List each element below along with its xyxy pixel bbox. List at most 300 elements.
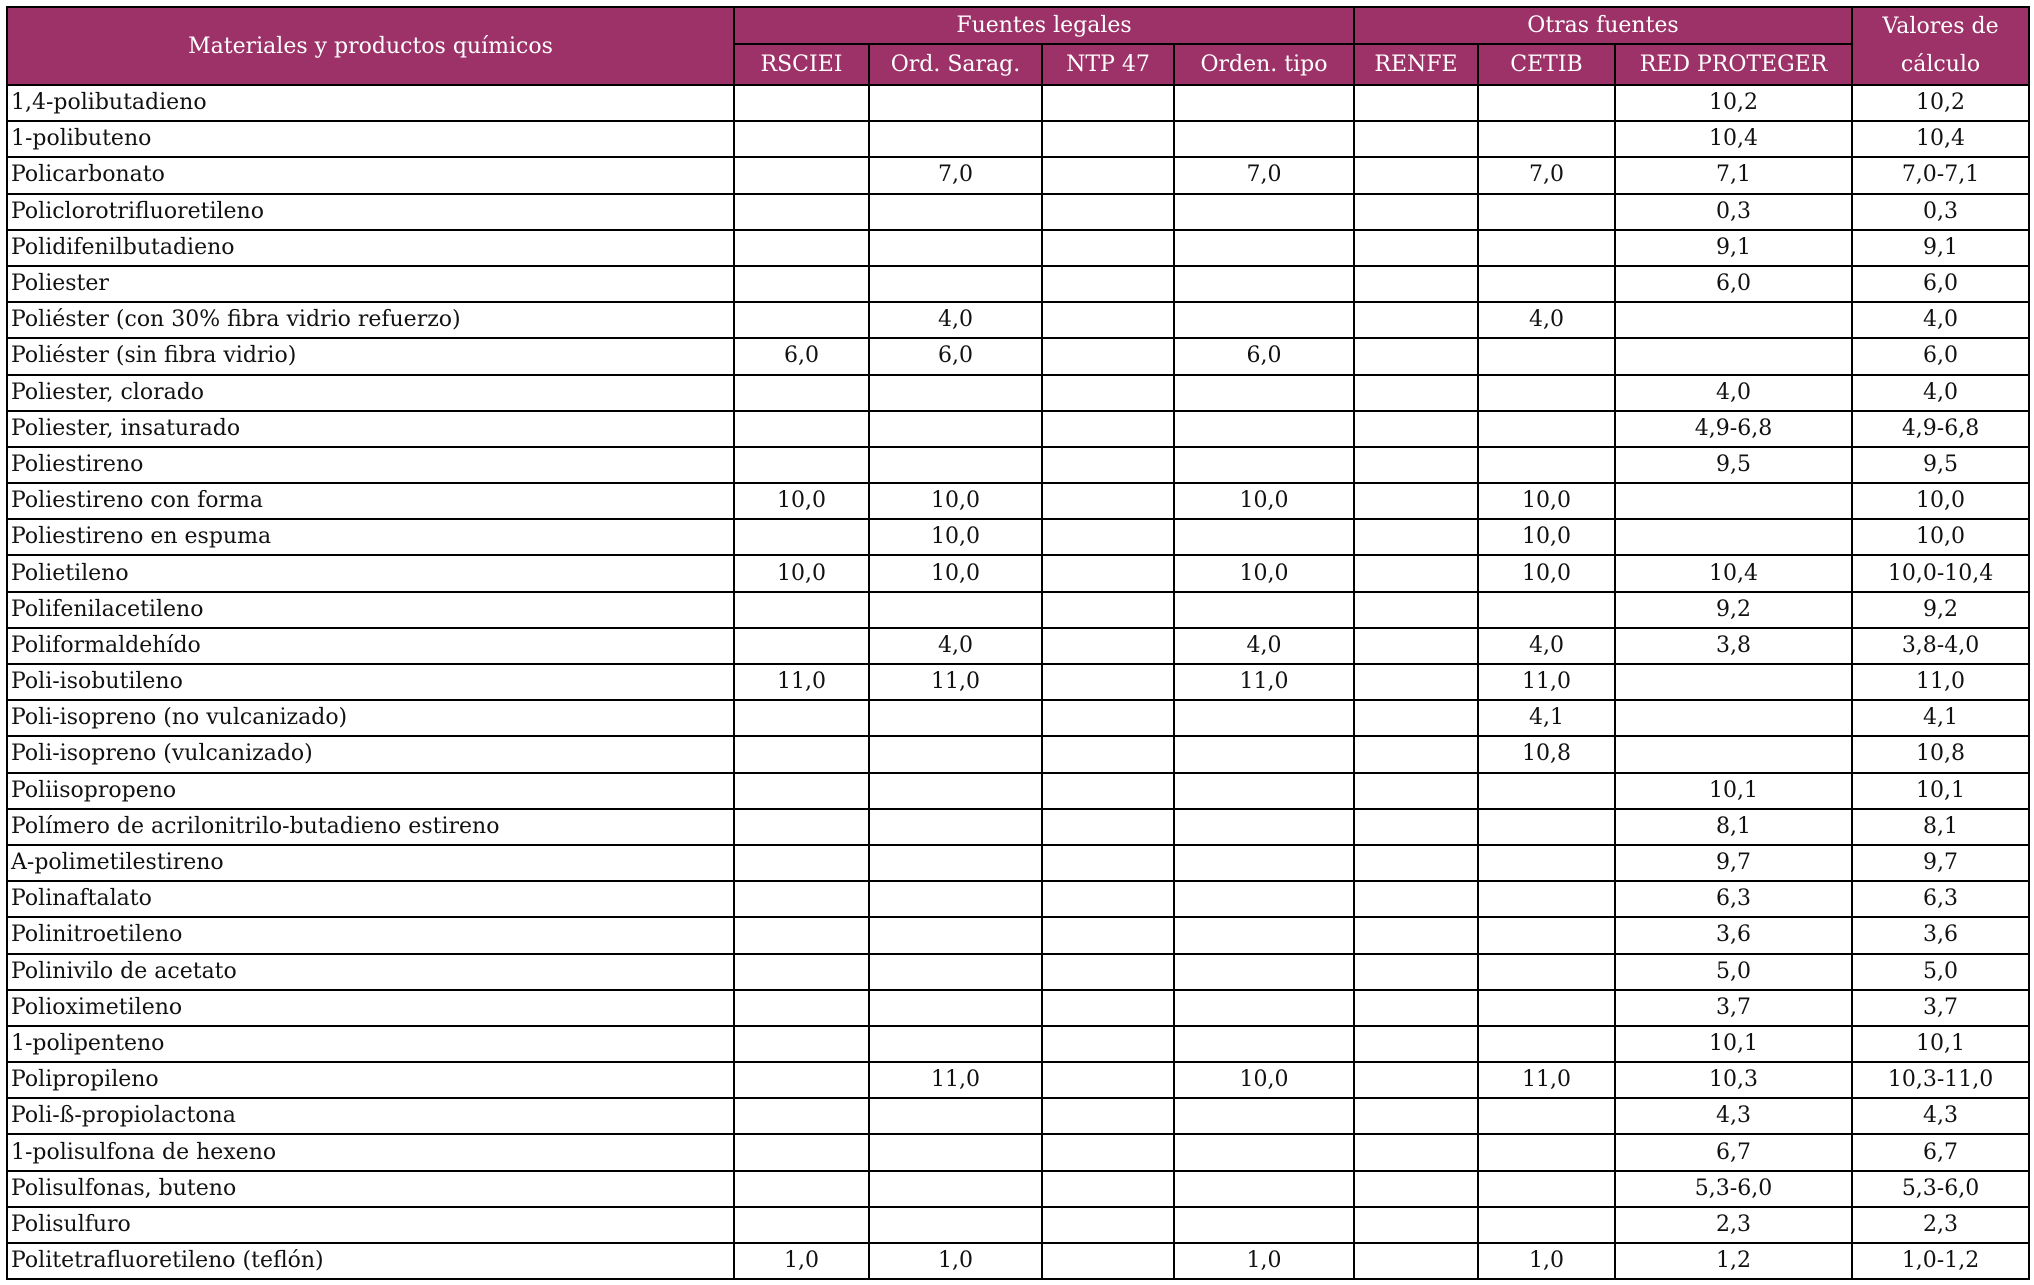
header-ntp47: NTP 47 xyxy=(1042,44,1174,85)
orden-tipo-value xyxy=(1174,519,1354,555)
material-name: Polidifenilbutadieno xyxy=(7,230,734,266)
ord-sarag-value xyxy=(869,266,1042,302)
red-proteger-value: 4,3 xyxy=(1615,1098,1852,1134)
ord-sarag-value: 10,0 xyxy=(869,519,1042,555)
rsciei-value: 6,0 xyxy=(734,338,869,374)
ntp47-value xyxy=(1042,1171,1174,1207)
ntp47-value xyxy=(1042,1243,1174,1279)
orden-tipo-value: 4,0 xyxy=(1174,628,1354,664)
material-name: Poliestireno en espuma xyxy=(7,519,734,555)
red-proteger-value xyxy=(1615,664,1852,700)
table-row xyxy=(7,411,2029,447)
cetib-value xyxy=(1478,194,1615,230)
header-ord-sarag: Ord. Sarag. xyxy=(869,44,1042,85)
table-row xyxy=(7,194,2029,230)
material-name: 1-polipenteno xyxy=(7,1026,734,1062)
cetib-value: 10,0 xyxy=(1478,483,1615,519)
ntp47-value xyxy=(1042,664,1174,700)
cetib-value xyxy=(1478,447,1615,483)
renfe-value xyxy=(1354,1026,1478,1062)
rsciei-value xyxy=(734,447,869,483)
ntp47-value xyxy=(1042,809,1174,845)
material-name: Poli-isopreno (no vulcanizado) xyxy=(7,700,734,736)
rsciei-value xyxy=(734,157,869,193)
table-row xyxy=(7,338,2029,374)
cetib-value xyxy=(1478,881,1615,917)
table-row xyxy=(7,447,2029,483)
ord-sarag-value: 10,0 xyxy=(869,555,1042,591)
red-proteger-value: 6,3 xyxy=(1615,881,1852,917)
renfe-value xyxy=(1354,519,1478,555)
renfe-value xyxy=(1354,230,1478,266)
rsciei-value xyxy=(734,773,869,809)
red-proteger-value xyxy=(1615,483,1852,519)
ntp47-value xyxy=(1042,1134,1174,1170)
calc-value: 10,8 xyxy=(1852,736,2029,772)
table-row xyxy=(7,1098,2029,1134)
header-materials: Materiales y productos químicos xyxy=(7,7,734,85)
renfe-value xyxy=(1354,954,1478,990)
red-proteger-value: 6,0 xyxy=(1615,266,1852,302)
material-name: Poliester xyxy=(7,266,734,302)
ord-sarag-value xyxy=(869,700,1042,736)
calc-value: 5,0 xyxy=(1852,954,2029,990)
table-row xyxy=(7,121,2029,157)
material-name: Polifenilacetileno xyxy=(7,592,734,628)
ntp47-value xyxy=(1042,736,1174,772)
header-cetib: CETIB xyxy=(1478,44,1615,85)
calc-value: 4,3 xyxy=(1852,1098,2029,1134)
red-proteger-value xyxy=(1615,519,1852,555)
red-proteger-value xyxy=(1615,338,1852,374)
ord-sarag-value xyxy=(869,809,1042,845)
cetib-value: 4,0 xyxy=(1478,302,1615,338)
calc-value: 4,0 xyxy=(1852,375,2029,411)
cetib-value xyxy=(1478,1171,1615,1207)
calc-value: 3,7 xyxy=(1852,990,2029,1026)
ord-sarag-value: 11,0 xyxy=(869,1062,1042,1098)
cetib-value: 1,0 xyxy=(1478,1243,1615,1279)
rsciei-value xyxy=(734,1134,869,1170)
ntp47-value xyxy=(1042,121,1174,157)
cetib-value: 4,0 xyxy=(1478,628,1615,664)
header-legal-sources: Fuentes legales xyxy=(734,7,1354,44)
calc-value: 5,3-6,0 xyxy=(1852,1171,2029,1207)
ord-sarag-value xyxy=(869,375,1042,411)
ord-sarag-value: 6,0 xyxy=(869,338,1042,374)
material-name: Polipropileno xyxy=(7,1062,734,1098)
ord-sarag-value: 10,0 xyxy=(869,483,1042,519)
cetib-value xyxy=(1478,230,1615,266)
rsciei-value xyxy=(734,809,869,845)
ntp47-value xyxy=(1042,85,1174,121)
rsciei-value xyxy=(734,954,869,990)
ntp47-value xyxy=(1042,519,1174,555)
renfe-value xyxy=(1354,1243,1478,1279)
table-row xyxy=(7,483,2029,519)
material-name: Polioximetileno xyxy=(7,990,734,1026)
ord-sarag-value: 4,0 xyxy=(869,628,1042,664)
red-proteger-value: 5,0 xyxy=(1615,954,1852,990)
rsciei-value: 10,0 xyxy=(734,555,869,591)
table-row xyxy=(7,1207,2029,1243)
ord-sarag-value xyxy=(869,845,1042,881)
orden-tipo-value xyxy=(1174,121,1354,157)
red-proteger-value: 2,3 xyxy=(1615,1207,1852,1243)
orden-tipo-value xyxy=(1174,917,1354,953)
orden-tipo-value: 11,0 xyxy=(1174,664,1354,700)
cetib-value xyxy=(1478,845,1615,881)
ord-sarag-value xyxy=(869,1171,1042,1207)
ord-sarag-value xyxy=(869,954,1042,990)
red-proteger-value: 10,3 xyxy=(1615,1062,1852,1098)
orden-tipo-value xyxy=(1174,230,1354,266)
table-row xyxy=(7,1026,2029,1062)
ord-sarag-value: 7,0 xyxy=(869,157,1042,193)
cetib-value: 10,0 xyxy=(1478,519,1615,555)
orden-tipo-value xyxy=(1174,266,1354,302)
renfe-value xyxy=(1354,194,1478,230)
cetib-value xyxy=(1478,1207,1615,1243)
calc-value: 3,8-4,0 xyxy=(1852,628,2029,664)
orden-tipo-value xyxy=(1174,954,1354,990)
calc-value: 10,0 xyxy=(1852,519,2029,555)
rsciei-value xyxy=(734,302,869,338)
calc-value: 1,0-1,2 xyxy=(1852,1243,2029,1279)
cetib-value xyxy=(1478,954,1615,990)
rsciei-value xyxy=(734,266,869,302)
table-row xyxy=(7,592,2029,628)
red-proteger-value: 10,1 xyxy=(1615,773,1852,809)
ord-sarag-value xyxy=(869,1207,1042,1243)
table-row xyxy=(7,700,2029,736)
material-name: Poli-ß-propiolactona xyxy=(7,1098,734,1134)
red-proteger-value: 1,2 xyxy=(1615,1243,1852,1279)
renfe-value xyxy=(1354,917,1478,953)
red-proteger-value: 10,2 xyxy=(1615,85,1852,121)
ord-sarag-value: 4,0 xyxy=(869,302,1042,338)
material-name: Poli-isobutileno xyxy=(7,664,734,700)
calc-value: 2,3 xyxy=(1852,1207,2029,1243)
material-name: Poliester, insaturado xyxy=(7,411,734,447)
rsciei-value xyxy=(734,845,869,881)
ntp47-value xyxy=(1042,1026,1174,1062)
renfe-value xyxy=(1354,592,1478,628)
red-proteger-value: 0,3 xyxy=(1615,194,1852,230)
ord-sarag-value: 1,0 xyxy=(869,1243,1042,1279)
ord-sarag-value xyxy=(869,1026,1042,1062)
orden-tipo-value xyxy=(1174,1026,1354,1062)
orden-tipo-value xyxy=(1174,85,1354,121)
orden-tipo-value xyxy=(1174,302,1354,338)
ntp47-value xyxy=(1042,483,1174,519)
orden-tipo-value xyxy=(1174,1207,1354,1243)
calc-value: 8,1 xyxy=(1852,809,2029,845)
orden-tipo-value xyxy=(1174,1134,1354,1170)
rsciei-value xyxy=(734,917,869,953)
ord-sarag-value xyxy=(869,1134,1042,1170)
renfe-value xyxy=(1354,1134,1478,1170)
calc-value: 10,0-10,4 xyxy=(1852,555,2029,591)
rsciei-value xyxy=(734,1062,869,1098)
ord-sarag-value: 11,0 xyxy=(869,664,1042,700)
ntp47-value xyxy=(1042,447,1174,483)
ntp47-value xyxy=(1042,1207,1174,1243)
calc-value: 4,1 xyxy=(1852,700,2029,736)
renfe-value xyxy=(1354,555,1478,591)
cetib-value xyxy=(1478,411,1615,447)
cetib-value xyxy=(1478,1134,1615,1170)
red-proteger-value: 3,7 xyxy=(1615,990,1852,1026)
renfe-value xyxy=(1354,411,1478,447)
orden-tipo-value: 7,0 xyxy=(1174,157,1354,193)
red-proteger-value: 8,1 xyxy=(1615,809,1852,845)
table-row xyxy=(7,736,2029,772)
red-proteger-value xyxy=(1615,736,1852,772)
calc-value: 4,9-6,8 xyxy=(1852,411,2029,447)
orden-tipo-value: 10,0 xyxy=(1174,483,1354,519)
renfe-value xyxy=(1354,700,1478,736)
red-proteger-value: 4,9-6,8 xyxy=(1615,411,1852,447)
red-proteger-value: 6,7 xyxy=(1615,1134,1852,1170)
rsciei-value xyxy=(734,85,869,121)
ord-sarag-value xyxy=(869,1098,1042,1134)
material-name: Poliestireno con forma xyxy=(7,483,734,519)
ord-sarag-value xyxy=(869,917,1042,953)
table-row xyxy=(7,954,2029,990)
table-row xyxy=(7,664,2029,700)
table-body xyxy=(7,85,2029,1279)
calc-value: 9,7 xyxy=(1852,845,2029,881)
renfe-value xyxy=(1354,157,1478,193)
table-row xyxy=(7,845,2029,881)
calc-value: 6,7 xyxy=(1852,1134,2029,1170)
cetib-value xyxy=(1478,266,1615,302)
rsciei-value: 10,0 xyxy=(734,483,869,519)
ntp47-value xyxy=(1042,1098,1174,1134)
header-row-groups xyxy=(7,7,2029,44)
renfe-value xyxy=(1354,736,1478,772)
calc-value: 10,3-11,0 xyxy=(1852,1062,2029,1098)
orden-tipo-value xyxy=(1174,990,1354,1026)
orden-tipo-value: 1,0 xyxy=(1174,1243,1354,1279)
material-name: Poliestireno xyxy=(7,447,734,483)
red-proteger-value: 9,7 xyxy=(1615,845,1852,881)
rsciei-value xyxy=(734,1207,869,1243)
orden-tipo-value xyxy=(1174,1171,1354,1207)
table-row xyxy=(7,555,2029,591)
calc-value: 9,2 xyxy=(1852,592,2029,628)
material-name: Politetrafluoretileno (teflón) xyxy=(7,1243,734,1279)
material-name: Poliformaldehído xyxy=(7,628,734,664)
table-row xyxy=(7,990,2029,1026)
table-row xyxy=(7,628,2029,664)
red-proteger-value: 4,0 xyxy=(1615,375,1852,411)
cetib-value xyxy=(1478,121,1615,157)
rsciei-value xyxy=(734,1026,869,1062)
ord-sarag-value xyxy=(869,736,1042,772)
cetib-value xyxy=(1478,375,1615,411)
rsciei-value xyxy=(734,736,869,772)
table-row xyxy=(7,917,2029,953)
material-name: 1-polibuteno xyxy=(7,121,734,157)
orden-tipo-value xyxy=(1174,809,1354,845)
cetib-value xyxy=(1478,338,1615,374)
calc-value: 10,0 xyxy=(1852,483,2029,519)
ntp47-value xyxy=(1042,266,1174,302)
orden-tipo-value xyxy=(1174,592,1354,628)
renfe-value xyxy=(1354,85,1478,121)
cetib-value xyxy=(1478,1098,1615,1134)
material-name: Poliisopropeno xyxy=(7,773,734,809)
materials-table xyxy=(6,6,2030,1280)
ntp47-value xyxy=(1042,990,1174,1026)
table-row xyxy=(7,230,2029,266)
table-row xyxy=(7,157,2029,193)
ord-sarag-value xyxy=(869,411,1042,447)
renfe-value xyxy=(1354,990,1478,1026)
renfe-value xyxy=(1354,773,1478,809)
red-proteger-value: 10,4 xyxy=(1615,121,1852,157)
ntp47-value xyxy=(1042,302,1174,338)
red-proteger-value: 9,5 xyxy=(1615,447,1852,483)
material-name: Polímero de acrilonitrilo-butadieno estireno xyxy=(7,809,734,845)
ntp47-value xyxy=(1042,881,1174,917)
calc-value: 6,3 xyxy=(1852,881,2029,917)
cetib-value xyxy=(1478,592,1615,628)
material-name: Poliester, clorado xyxy=(7,375,734,411)
red-proteger-value: 7,1 xyxy=(1615,157,1852,193)
calc-value: 7,0-7,1 xyxy=(1852,157,2029,193)
material-name: Poliéster (con 30% fibra vidrio refuerzo) xyxy=(7,302,734,338)
cetib-value: 11,0 xyxy=(1478,1062,1615,1098)
orden-tipo-value xyxy=(1174,700,1354,736)
calc-value: 9,5 xyxy=(1852,447,2029,483)
table-row xyxy=(7,85,2029,121)
renfe-value xyxy=(1354,338,1478,374)
calc-value: 3,6 xyxy=(1852,917,2029,953)
material-name: 1-polisulfona de hexeno xyxy=(7,1134,734,1170)
ord-sarag-value xyxy=(869,592,1042,628)
orden-tipo-value xyxy=(1174,773,1354,809)
rsciei-value: 11,0 xyxy=(734,664,869,700)
cetib-value xyxy=(1478,990,1615,1026)
rsciei-value xyxy=(734,411,869,447)
ntp47-value xyxy=(1042,375,1174,411)
renfe-value xyxy=(1354,1098,1478,1134)
renfe-value xyxy=(1354,628,1478,664)
header-orden-tipo: Orden. tipo xyxy=(1174,44,1354,85)
material-name: Poli-isopreno (vulcanizado) xyxy=(7,736,734,772)
rsciei-value xyxy=(734,990,869,1026)
table-row xyxy=(7,1171,2029,1207)
cetib-value: 10,8 xyxy=(1478,736,1615,772)
renfe-value xyxy=(1354,483,1478,519)
header-calc-values: Valores de cálculo xyxy=(1852,7,2029,85)
table-row xyxy=(7,881,2029,917)
calc-value: 10,1 xyxy=(1852,773,2029,809)
rsciei-value xyxy=(734,121,869,157)
table-row xyxy=(7,1062,2029,1098)
cetib-value xyxy=(1478,1026,1615,1062)
renfe-value xyxy=(1354,302,1478,338)
ntp47-value xyxy=(1042,700,1174,736)
material-name: Polinivilo de acetato xyxy=(7,954,734,990)
orden-tipo-value xyxy=(1174,375,1354,411)
orden-tipo-value: 10,0 xyxy=(1174,1062,1354,1098)
ntp47-value xyxy=(1042,592,1174,628)
calc-value: 6,0 xyxy=(1852,338,2029,374)
material-name: Policarbonato xyxy=(7,157,734,193)
calc-value: 10,1 xyxy=(1852,1026,2029,1062)
calc-value: 6,0 xyxy=(1852,266,2029,302)
ord-sarag-value xyxy=(869,230,1042,266)
cetib-value xyxy=(1478,809,1615,845)
calc-value: 0,3 xyxy=(1852,194,2029,230)
orden-tipo-value xyxy=(1174,1098,1354,1134)
renfe-value xyxy=(1354,881,1478,917)
orden-tipo-value xyxy=(1174,411,1354,447)
ord-sarag-value xyxy=(869,85,1042,121)
table-row xyxy=(7,1243,2029,1279)
ntp47-value xyxy=(1042,954,1174,990)
orden-tipo-value xyxy=(1174,447,1354,483)
red-proteger-value xyxy=(1615,302,1852,338)
material-name: Polisulfonas, buteno xyxy=(7,1171,734,1207)
red-proteger-value: 10,4 xyxy=(1615,555,1852,591)
calc-value: 10,2 xyxy=(1852,85,2029,121)
red-proteger-value xyxy=(1615,700,1852,736)
table-row xyxy=(7,375,2029,411)
cetib-value xyxy=(1478,773,1615,809)
material-name: Policlorotrifluoretileno xyxy=(7,194,734,230)
renfe-value xyxy=(1354,664,1478,700)
rsciei-value xyxy=(734,230,869,266)
calc-value: 11,0 xyxy=(1852,664,2029,700)
material-name: Polinitroetileno xyxy=(7,917,734,953)
rsciei-value xyxy=(734,375,869,411)
table-row xyxy=(7,266,2029,302)
ord-sarag-value xyxy=(869,121,1042,157)
ntp47-value xyxy=(1042,411,1174,447)
orden-tipo-value xyxy=(1174,736,1354,772)
ntp47-value xyxy=(1042,773,1174,809)
ntp47-value xyxy=(1042,338,1174,374)
ntp47-value xyxy=(1042,194,1174,230)
material-name: Polisulfuro xyxy=(7,1207,734,1243)
header-red-proteger: RED PROTEGER xyxy=(1615,44,1852,85)
rsciei-value xyxy=(734,592,869,628)
ord-sarag-value xyxy=(869,773,1042,809)
cetib-value: 7,0 xyxy=(1478,157,1615,193)
ntp47-value xyxy=(1042,157,1174,193)
renfe-value xyxy=(1354,121,1478,157)
renfe-value xyxy=(1354,809,1478,845)
rsciei-value: 1,0 xyxy=(734,1243,869,1279)
calc-value: 10,4 xyxy=(1852,121,2029,157)
rsciei-value xyxy=(734,1171,869,1207)
rsciei-value xyxy=(734,628,869,664)
cetib-value xyxy=(1478,85,1615,121)
orden-tipo-value xyxy=(1174,845,1354,881)
red-proteger-value: 5,3-6,0 xyxy=(1615,1171,1852,1207)
renfe-value xyxy=(1354,845,1478,881)
material-name: Poliéster (sin fibra vidrio) xyxy=(7,338,734,374)
material-name: 1,4-polibutadieno xyxy=(7,85,734,121)
cetib-value: 4,1 xyxy=(1478,700,1615,736)
red-proteger-value: 10,1 xyxy=(1615,1026,1852,1062)
renfe-value xyxy=(1354,266,1478,302)
